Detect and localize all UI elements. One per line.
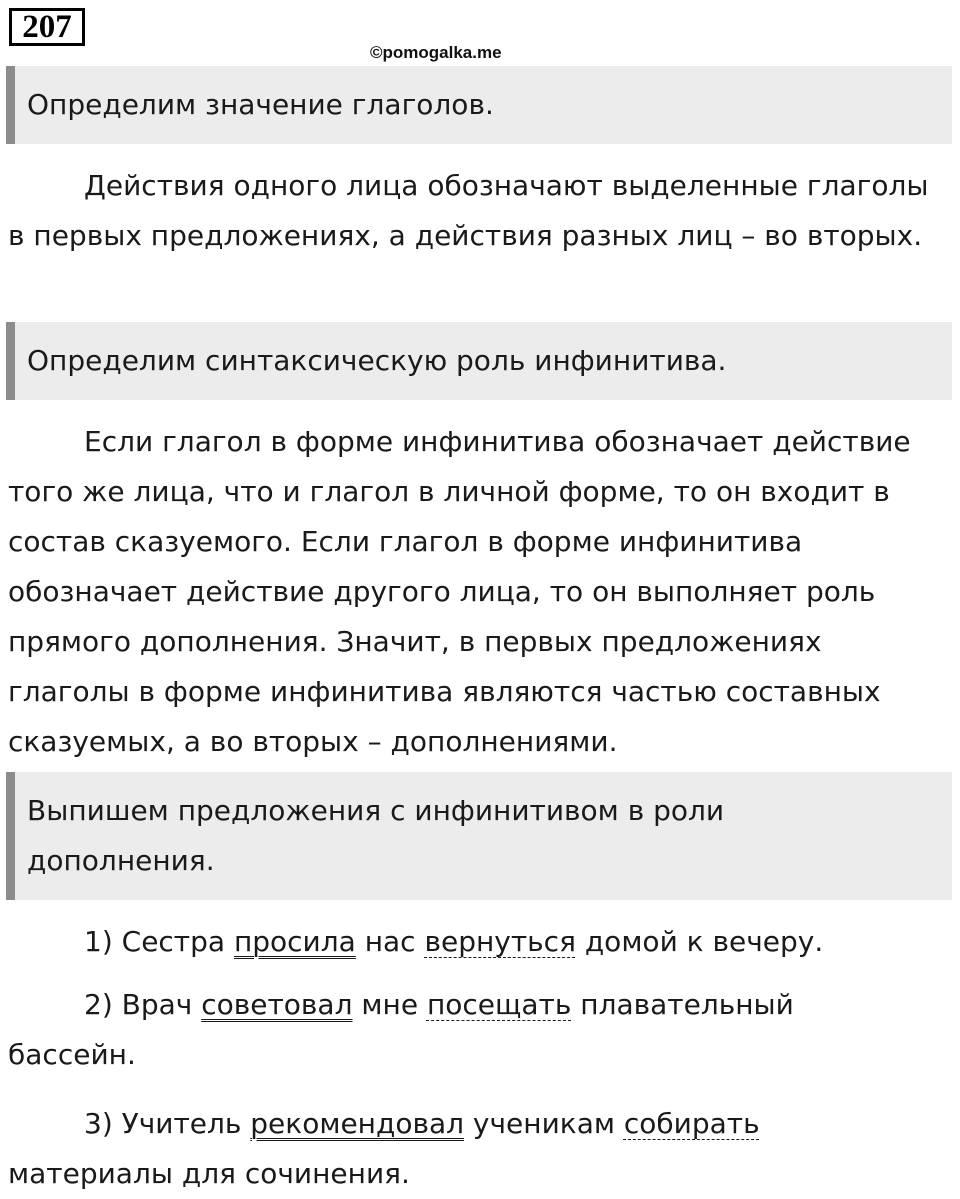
section-heading-3-text: Выпишем предложения с инфинитивом в роли дополнения.: [27, 794, 725, 877]
sentence-2-mid: мне: [352, 988, 427, 1021]
sentence-3-mid: ученикам: [464, 1107, 624, 1140]
sentence-3: [8, 1099, 858, 1199]
section-paragraph-2: Если глагол в форме инфинитива обозначает действие того же лица, что и глагол в личной форме, то он входит в состав сказуемого. Если глагол в форме инфинитива обозначает действие другого лица, то он выполняет роль прямого дополнения. Значит, в первых предложениях глаголы в форме инфинитива являются частью составных сказуемых, а во вторых – дополнениями.: [8, 425, 911, 758]
sentence-1-prefix: 1) Сестра: [84, 925, 234, 958]
sentence-1-object: вернуться: [424, 925, 576, 958]
sentence-2-suffix: плавательный бассейн.: [8, 988, 794, 1071]
sentence-2-object: посещать: [426, 988, 572, 1021]
watermark: ©pomogalka.me: [370, 43, 502, 62]
sentence-1-mid: нас: [355, 925, 425, 958]
sentence-2-predicate: советовал: [201, 988, 353, 1021]
sentence-2-prefix: 2) Врач: [84, 988, 202, 1021]
sentence-2: [8, 980, 858, 1080]
section-heading-1: [6, 66, 952, 144]
section-heading-3: [6, 772, 952, 900]
sentence-3-prefix: 3) Учитель: [84, 1107, 251, 1140]
sentence-1-suffix: домой к вечеру.: [575, 925, 824, 958]
sentence-3-suffix: материалы для сочинения.: [8, 1157, 410, 1190]
sentence-3-predicate: рекомендовал: [250, 1107, 465, 1140]
section-heading-2: [6, 322, 952, 400]
section-heading-1-text: Определим значение глаголов.: [27, 88, 494, 121]
section-paragraph-1: Действия одного лица обозначают выделенные глаголы в первых предложениях, а действия разных лиц – во вторых.: [8, 169, 929, 252]
sentence-3-object: собирать: [623, 1107, 760, 1140]
sentence-1-predicate: просила: [233, 925, 356, 958]
task-number-box: 207: [9, 8, 85, 46]
section-heading-2-text: Определим синтаксическую роль инфинитива.: [27, 344, 727, 377]
sentence-1: [8, 917, 952, 967]
